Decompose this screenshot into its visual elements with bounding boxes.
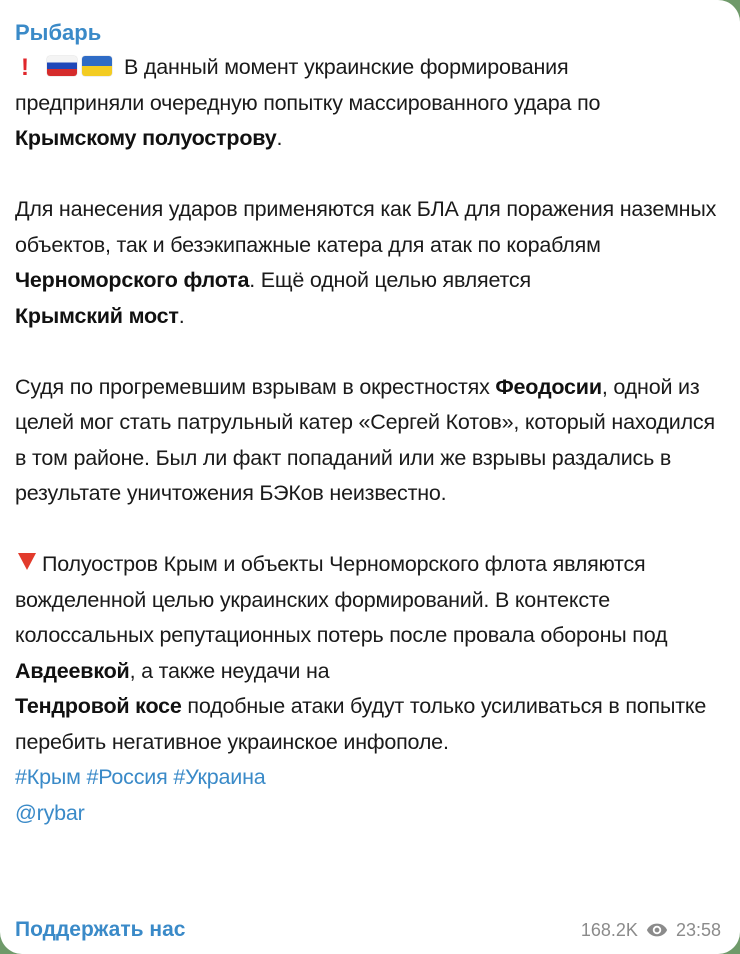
bold-tendra-spit: Тендровой косе	[15, 694, 182, 718]
paragraph-3-text-1: Судя по прогремевшим взрывам в окрестностях	[15, 374, 496, 399]
hashtag-crimea[interactable]: #Крым	[15, 765, 81, 789]
ukraine-flag-icon	[82, 56, 112, 76]
message-time: 23:58	[675, 919, 721, 940]
channel-name[interactable]: Рыбарь	[15, 20, 102, 45]
paragraph-1-line-2: предприняли очередную попытку массированного удара по	[15, 90, 601, 115]
spacer	[15, 334, 724, 370]
period: .	[178, 303, 185, 328]
paragraph-4-text-2: , а также неудачи на	[129, 658, 330, 683]
message-footer	[15, 913, 724, 947]
hashtag-ukraine[interactable]: #Украина	[173, 765, 266, 789]
russia-flag-icon	[47, 56, 77, 76]
bold-feodosia: Феодосии	[495, 374, 602, 399]
paragraph-2	[15, 192, 720, 334]
bold-black-sea-fleet: Черноморского флота	[15, 268, 250, 292]
red-exclamation-icon: !	[21, 54, 29, 81]
views-count: 168.2K	[580, 919, 638, 940]
paragraph-4-text-3: подобные атаки будут только усиливаться в попытке перебить негативное украинское инфополе.	[15, 694, 707, 754]
paragraph-1-line-1: В данный момент украинские формирования	[124, 55, 569, 79]
bold-crimean-peninsula: Крымскому полуострову	[15, 126, 277, 150]
message-meta	[581, 920, 724, 941]
hashtag-russia[interactable]: #Россия	[86, 765, 168, 789]
bold-crimean-bridge: Крымский мост	[15, 303, 179, 328]
message-text	[15, 50, 724, 831]
hashtags	[15, 760, 724, 796]
spacer	[15, 512, 724, 548]
period: .	[276, 126, 283, 150]
red-triangle-down-icon	[18, 553, 36, 570]
mention-line	[15, 796, 724, 832]
paragraph-2-text-2: . Ещё одной целью является	[249, 268, 531, 292]
paragraph-3	[15, 370, 727, 512]
paragraph-3-text-2: , одной из целей мог стать патрульный катер «Сергей Котов», который находился в том районе. Был ли факт попаданий или же взрывы раздались в результате уничтожения БЭКов неизвестно.	[15, 374, 715, 505]
bold-avdeevka: Авдеевкой	[15, 658, 130, 683]
paragraph-4	[15, 547, 727, 760]
paragraph-4-text-1: Полуостров Крым и объекты Черноморского флота являются вожделенной целью украинских формирований. В контексте колоссальных репутационных потерь после провала обороны под	[15, 552, 668, 647]
support-us-link[interactable]: Поддержать нас	[15, 918, 186, 941]
paragraph-2-text-1: Для нанесения ударов применяются как БЛА для поражения наземных объектов, так и безэкипажные катера для атак по кораблям	[15, 197, 717, 257]
eye-icon	[646, 922, 668, 938]
channel-mention-link[interactable]: @rybar	[15, 800, 85, 825]
paragraph-1	[15, 50, 724, 157]
spacer	[15, 157, 724, 193]
